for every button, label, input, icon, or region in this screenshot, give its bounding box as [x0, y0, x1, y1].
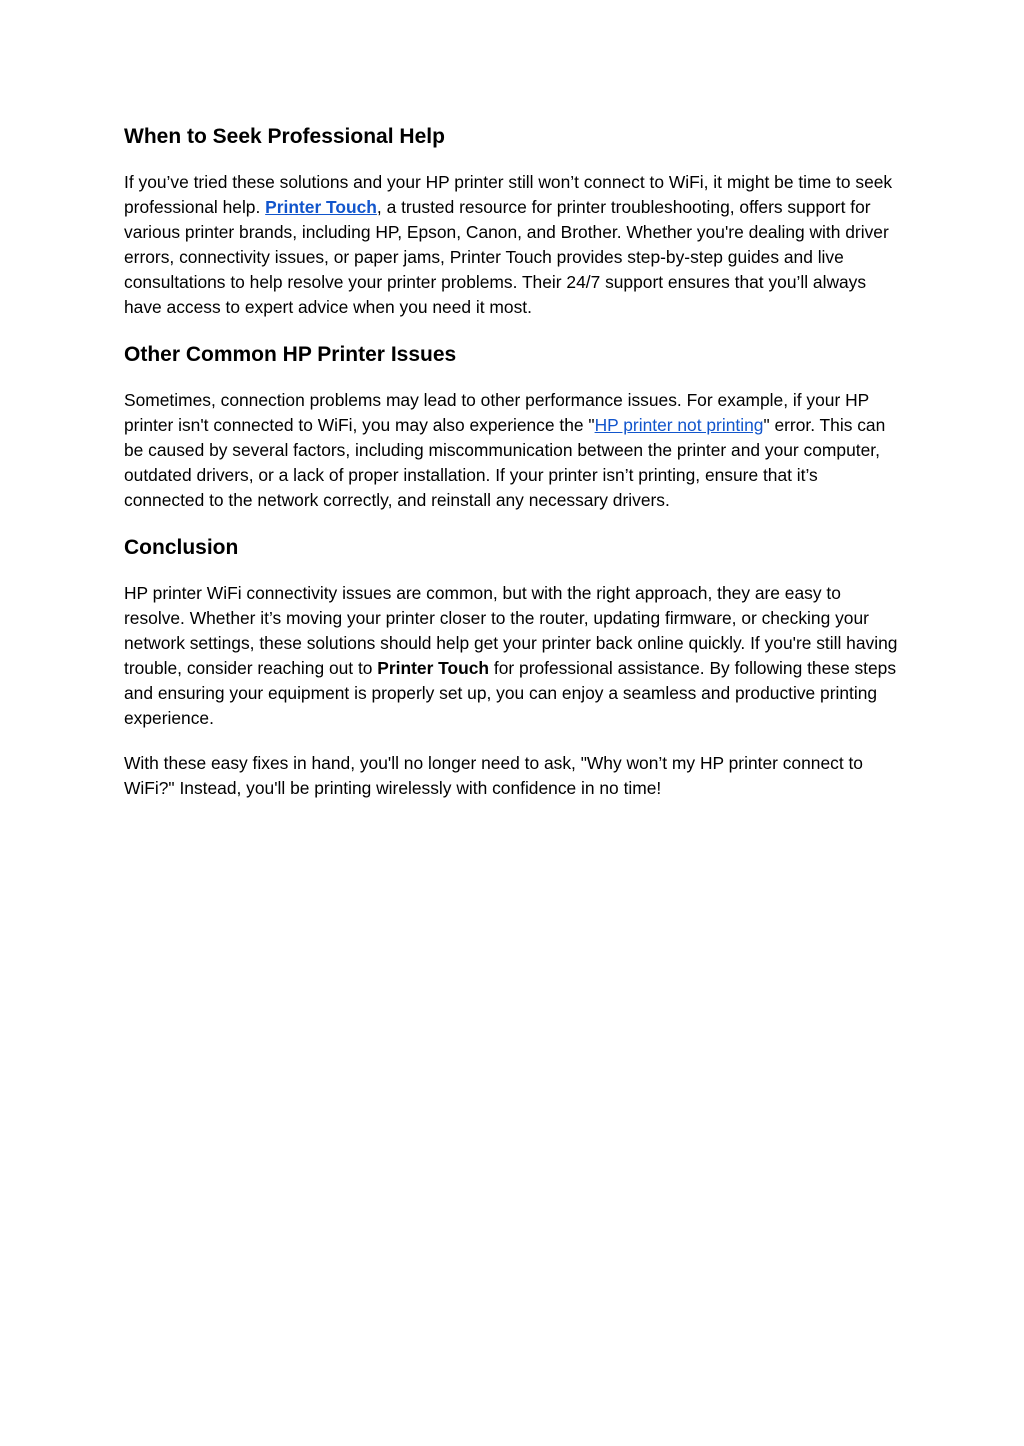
paragraph: [124, 388, 900, 513]
paragraph-closing: With these easy fixes in hand, you'll no longer need to ask, "Why won’t my HP printer connect to WiFi?" Instead, you'll be printing wirelessly with confidence in no time!: [124, 753, 863, 798]
section-conclusion: [124, 533, 900, 801]
printer-touch-link[interactable]: Printer Touch: [265, 197, 377, 217]
paragraph-text: , a trusted resource for printer troubleshooting, offers support for various printer brands, including HP, Epson, Canon, and Brother. Whether you're dealing with driver errors, connectivity issues, or paper jams, Printer Touch provides step-by-step guides and live consultations to help resolve your printer problems. Their 24/7 support ensures that you’ll always have access to expert advice when you need it most.: [124, 197, 889, 317]
paragraph-text: If you’ve tried these solutions and your HP printer still won’t connect to WiFi, it might be time to seek professional help.: [124, 172, 893, 217]
paragraph-text: " error. This can be caused by several factors, including miscommunication between the printer and your computer, outdated drivers, or a lack of proper installation. If your printer isn’t printing, ensure that it’s connected to the network correctly, and reinstall any necessary drivers.: [124, 415, 886, 510]
section-heading: Other Common HP Printer Issues: [124, 343, 457, 366]
printer-touch-bold: Printer Touch: [377, 658, 490, 678]
section-heading: Conclusion: [124, 536, 239, 559]
paragraph-text: Sometimes, connection problems may lead to other performance issues. For example, if your HP printer isn't connected to WiFi, you may also experience the ": [124, 390, 869, 435]
section-heading: When to Seek Professional Help: [124, 125, 445, 148]
paragraph: [124, 581, 900, 731]
section-other-issues: [124, 340, 900, 513]
paragraph: [124, 170, 900, 320]
section-professional-help: [124, 122, 900, 320]
paragraph-text: HP printer WiFi connectivity issues are common, but with the right approach, they are easy to resolve. Whether it’s moving your printer closer to the router, updating firmware, or checking your network settings, these solutions should help get your printer back online quickly. If you're still having trouble, consider reaching out to: [124, 583, 898, 678]
paragraph-text: for professional assistance. By following these steps and ensuring your equipment is properly set up, you can enjoy a seamless and productive printing experience.: [124, 658, 897, 728]
document-body: [124, 122, 900, 821]
hp-printer-not-printing-link[interactable]: HP printer not printing: [594, 415, 764, 435]
